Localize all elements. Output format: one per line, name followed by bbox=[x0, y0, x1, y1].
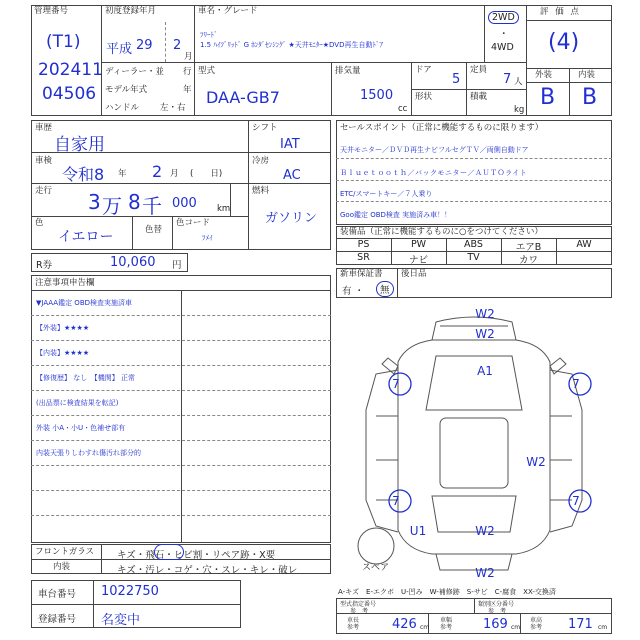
windshield-circle-mark bbox=[154, 544, 184, 560]
handle-label: ハンドル bbox=[105, 103, 140, 113]
int-grade: B bbox=[582, 85, 598, 110]
shaken-day: ( 日) bbox=[190, 169, 223, 179]
height-sub: 参考 bbox=[530, 624, 543, 631]
equip-leather: カワ bbox=[518, 255, 538, 266]
dealer-label: ディーラー・並 bbox=[105, 67, 164, 77]
capacity-value: 7 bbox=[503, 72, 512, 87]
ext-label: 外装 bbox=[535, 70, 553, 80]
width-label: 車幅 bbox=[440, 617, 453, 624]
mark-7-fr: 7 bbox=[572, 377, 580, 391]
width-sub: 参考 bbox=[440, 624, 453, 631]
type-no-label: 型式指定番号 bbox=[340, 601, 377, 608]
reg-no-value: 名変中 bbox=[101, 613, 141, 628]
rating-label: 評 価 点 bbox=[540, 7, 581, 17]
chassis-value: 1022750 bbox=[101, 584, 159, 599]
class-no-sub: 参 考 bbox=[488, 608, 507, 615]
load-label: 積載 bbox=[470, 92, 488, 102]
length-value: 426 bbox=[392, 617, 417, 632]
note-line-7: 内装天張りしわすれ傷汚れ部分的 bbox=[36, 449, 141, 457]
door-label: ドア bbox=[415, 65, 432, 75]
car-name: ﾌﾘｰﾄﾞ bbox=[200, 31, 218, 39]
shape-label: 形状 bbox=[415, 92, 433, 102]
warranty-no-circled: 無 bbox=[376, 281, 394, 297]
mileage-unit: km bbox=[217, 204, 231, 214]
shaken-label: 車検 bbox=[35, 156, 53, 166]
car-grade: 1.5 ﾊｲﾌﾞﾘｯﾄﾞ G ﾎﾝﾀﾞｾﾝｼﾝｸﾞ ★天井ﾓﾆﾀｰ★DVD再生自動ﾄﾞｱ bbox=[200, 41, 383, 49]
mark-u1-left: U1 bbox=[409, 524, 427, 538]
note-line-2: 【外装】★★★★ bbox=[36, 324, 90, 332]
mileage-u2: 千 bbox=[142, 194, 162, 218]
load-unit: kg bbox=[514, 105, 525, 115]
width-value: 169 bbox=[483, 617, 508, 632]
length-unit: cm bbox=[420, 624, 430, 631]
aircon-label: 冷房 bbox=[252, 156, 270, 166]
note-line-5: (出品票に検査結果を転記) bbox=[36, 399, 119, 407]
color-code-label: 色コード bbox=[176, 218, 211, 228]
mark-w2-roof-2: W2 bbox=[475, 327, 495, 341]
model-year-unit: 年 bbox=[183, 85, 192, 95]
equip-pw: PW bbox=[410, 239, 427, 250]
dealer-label-b: 行 bbox=[183, 67, 192, 77]
equip-airbag: エアB bbox=[515, 242, 542, 253]
chassis-label: 車台番号 bbox=[38, 589, 77, 600]
displacement-unit: cc bbox=[398, 104, 408, 114]
interior-options: キズ・汚レ・コゲ・穴・スレ・キレ・破レ bbox=[117, 565, 298, 576]
equip-tv: TV bbox=[467, 252, 480, 263]
displacement-value: 1500 bbox=[360, 88, 394, 103]
drive-dot: ・ bbox=[499, 29, 509, 40]
fuel-label: 燃料 bbox=[252, 186, 270, 196]
bookmark-label: 後日品 bbox=[401, 269, 427, 279]
equipment-label: 装備品（正常に機能するものに○をつけてください） bbox=[340, 227, 543, 237]
shift-label: シフト bbox=[252, 123, 278, 133]
capacity-label: 定員 bbox=[470, 65, 488, 75]
sales-point-3: ETC/スマートキー／７人乗り bbox=[340, 190, 433, 198]
mileage-v3: 000 bbox=[172, 196, 197, 211]
type-no-sub: 参 考 bbox=[350, 608, 369, 615]
color-code-value: ﾌﾒｲ bbox=[202, 234, 213, 242]
shift-value: IAT bbox=[280, 137, 300, 152]
first-reg-era: 平成 bbox=[106, 42, 133, 57]
shaken-year-unit: 年 bbox=[118, 169, 127, 179]
ext-grade: B bbox=[540, 85, 556, 110]
recycle-label: R券 bbox=[36, 260, 53, 271]
warranty-label: 新車保証書 bbox=[340, 269, 383, 279]
height-label: 車高 bbox=[530, 617, 543, 624]
first-reg-label: 初度登録年月 bbox=[105, 6, 157, 16]
mark-7-rl: 7 bbox=[392, 494, 400, 508]
equip-sr: SR bbox=[357, 252, 370, 263]
mileage-label: 走行 bbox=[35, 186, 53, 196]
equip-navi: ナビ bbox=[408, 255, 428, 266]
drive-4wd: 4WD bbox=[491, 42, 514, 53]
color-value: イエロー bbox=[58, 229, 114, 245]
usage-label: 車歴 bbox=[35, 123, 53, 133]
first-reg-year: 29 bbox=[136, 38, 153, 53]
fuel-value: ガソリン bbox=[265, 211, 318, 226]
note-line-6: 外装 小A・小U・色補せ部有 bbox=[36, 424, 126, 432]
model-type-value: DAA-GB7 bbox=[206, 88, 280, 107]
drive-2wd-circled: 2WD bbox=[488, 11, 519, 24]
sales-point-2: Ｂｌｕｅｔｏｏｔｈ／バックモニター／ＡＵＴＯライト bbox=[340, 169, 528, 177]
windshield-options: キズ・飛石・ヒビ割・リペア跡・X要 bbox=[117, 550, 276, 561]
sales-point-1: 天井モニター／ＤＶＤ再生ナビフルセグＴＶ／両側自動ドア bbox=[340, 146, 529, 154]
mark-a1-hood: A1 bbox=[477, 364, 493, 378]
mgmt-line2: 202411 bbox=[38, 60, 103, 80]
shaken-month-unit: 月 bbox=[170, 169, 179, 179]
mileage-v2: 8 bbox=[128, 190, 141, 214]
width-unit: cm bbox=[511, 624, 521, 631]
usage-value: 自家用 bbox=[54, 135, 105, 155]
handle-options: 左・右 bbox=[160, 103, 186, 113]
equip-ps: PS bbox=[357, 239, 370, 250]
capacity-unit: 人 bbox=[514, 77, 523, 87]
mileage-u1: 万 bbox=[102, 194, 122, 218]
recycle-unit: 円 bbox=[172, 260, 182, 271]
model-type-label: 型式 bbox=[198, 66, 216, 76]
color-change-label: 色替 bbox=[145, 225, 163, 235]
interior-label: 内装 bbox=[53, 562, 71, 572]
height-value: 171 bbox=[568, 617, 593, 632]
height-unit: cm bbox=[598, 624, 608, 631]
reg-no-label: 登録番号 bbox=[38, 614, 77, 625]
equip-aw: AW bbox=[576, 239, 592, 250]
model-year-label: モデル年式 bbox=[105, 85, 148, 95]
sales-point-4: Goo鑑定 OBD検査 実施済み車！！ bbox=[340, 211, 452, 219]
color-label: 色 bbox=[35, 218, 44, 228]
mileage-v1: 3 bbox=[88, 190, 101, 214]
int-label: 内装 bbox=[578, 70, 596, 80]
first-reg-month: 2 bbox=[173, 38, 182, 53]
note-line-4: 【修復歴】 なし 【機関】 正常 bbox=[36, 374, 135, 382]
warranty-yes: 有 ・ bbox=[342, 286, 365, 297]
note-line-3: 【内装】★★★★ bbox=[36, 349, 90, 357]
recycle-value: 10,060 bbox=[110, 255, 156, 270]
spare-label: スペア bbox=[362, 563, 390, 573]
mark-w2-bottom: W2 bbox=[475, 566, 495, 580]
note-line-1: ▼JAAA鑑定 OBD検査実施済車 bbox=[36, 299, 133, 307]
displacement-label: 排気量 bbox=[335, 66, 361, 76]
car-damage-diagram bbox=[336, 300, 612, 582]
length-sub: 参考 bbox=[347, 624, 360, 631]
shaken-month: 2 bbox=[152, 162, 163, 181]
equip-abs: ABS bbox=[464, 239, 483, 250]
length-label: 車長 bbox=[347, 617, 360, 624]
rating-score: (4) bbox=[548, 30, 580, 55]
name-grade-label: 車名・グレード bbox=[198, 6, 258, 16]
sales-points-label: セールスポイント（正常に機能するものに限ります） bbox=[340, 123, 544, 133]
shaken-era: 令和8 bbox=[62, 165, 105, 184]
notes-label: 注意事項申告欄 bbox=[35, 278, 95, 288]
mark-7-fl: 7 bbox=[392, 377, 400, 391]
damage-legend: A-キズ E-エクボ U-凹み W-補修跡 S-サビ C-腐食 XX-交換済 bbox=[338, 588, 556, 596]
header-block bbox=[31, 5, 612, 116]
mark-w2-rear: W2 bbox=[475, 524, 495, 538]
first-reg-month-unit: 月 bbox=[184, 52, 193, 62]
mark-7-rr: 7 bbox=[572, 494, 580, 508]
mgmt-label: 管理番号 bbox=[34, 6, 69, 16]
mgmt-line3: 04506 bbox=[42, 84, 97, 104]
mgmt-line1: (T1) bbox=[46, 32, 81, 52]
mark-w2-right: W2 bbox=[526, 455, 546, 469]
aircon-value: AC bbox=[283, 168, 301, 183]
door-value: 5 bbox=[452, 72, 461, 87]
windshield-label: フロントガラス bbox=[35, 547, 94, 557]
mark-w2-roof-1: W2 bbox=[475, 307, 495, 321]
class-no-label: 類別区分番号 bbox=[478, 601, 515, 608]
